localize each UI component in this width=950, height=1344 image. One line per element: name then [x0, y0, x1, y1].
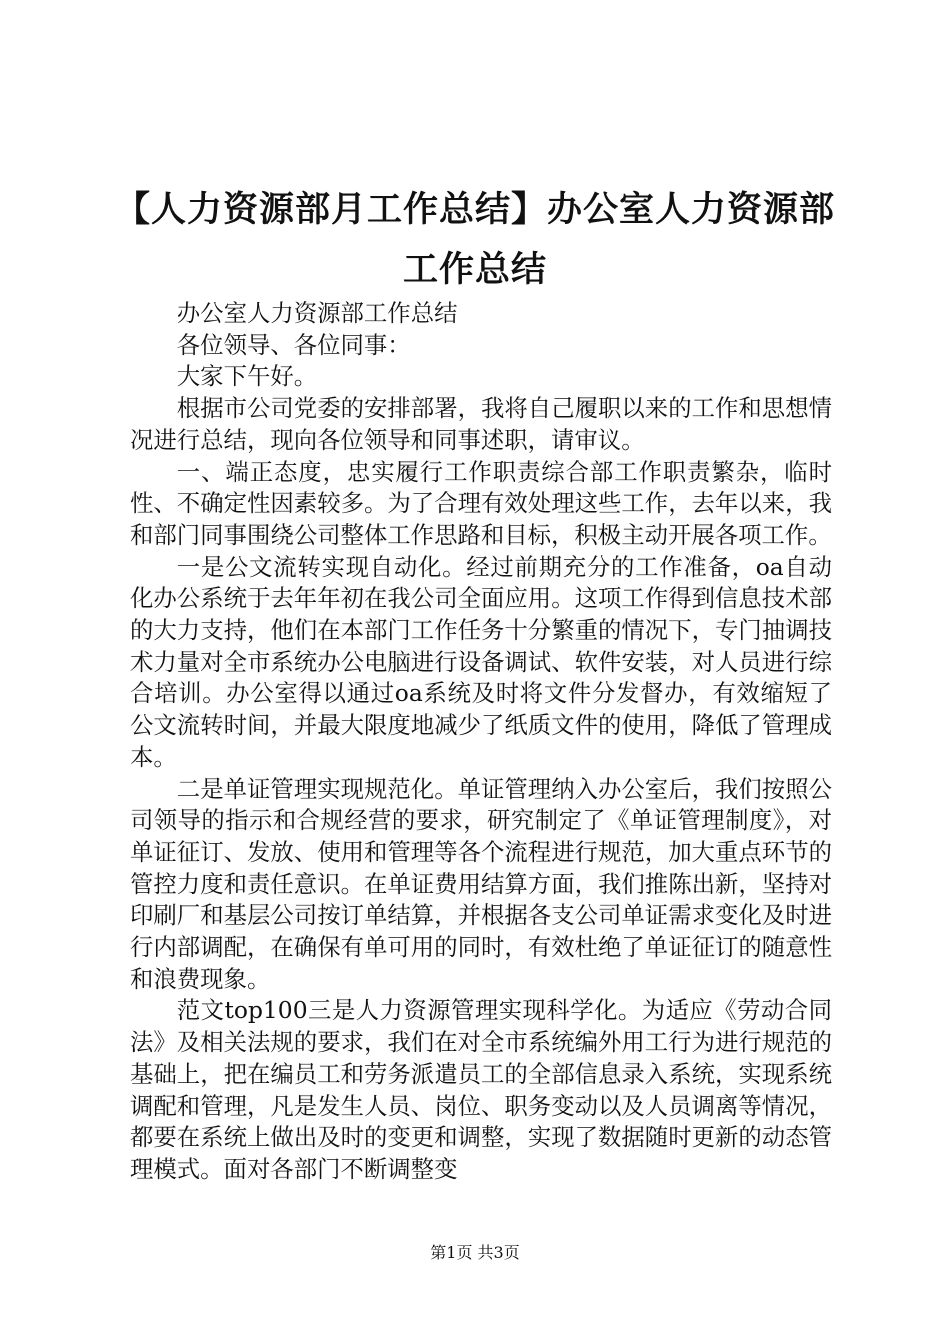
- paragraph-heading: 办公室人力资源部工作总结: [176, 299, 458, 327]
- document-body: [130, 298, 832, 1186]
- paragraph: 范文top100三是人力资源管理实现科学化。为适应《劳动合同法》及相关法规的要求，我们在对全市系统编外用工行为进行规范的基础上，把在编员工和劳务派遣员工的全部信息录入系统，实现系统调配和管理，凡是发生人员、岗位、职务变动以及人员调离等情况，都要在系统上做出及时的变更和调整，实现了数据随时更新的动态管理模式。面对各部门不断调整变: [130, 996, 832, 1183]
- page-number: 第1页 共3页: [430, 1243, 520, 1262]
- paragraph: 根据市公司党委的安排部署，我将自己履职以来的工作和思想情况进行总结，现向各位领导和同事述职，请审议。: [130, 394, 832, 454]
- title-line-1: 【人力资源部月工作总结】办公室人力资源部: [114, 190, 835, 230]
- document-title: [110, 180, 840, 300]
- paragraph-salutation: 各位领导、各位同事：: [176, 330, 411, 359]
- paragraph-greeting: 大家下午好。: [176, 362, 318, 391]
- paragraph: 一是公文流转实现自动化。经过前期充分的工作准备，oa自动化办公系统于去年年初在我公司全面应用。这项工作得到信息技术部的大力支持，他们在本部门工作任务十分繁重的情况下，专门抽调技术力量对全市系统办公电脑进行设备调试、软件安装，对人员进行综合培训。办公室得以通过oa系统及时将文件分发督办，有效缩短了公文流转时间，并最大限度地减少了纸质文件的使用，降低了管理成本。: [130, 552, 832, 771]
- paragraph: 二是单证管理实现规范化。单证管理纳入办公室后，我们按照公司领导的指示和合规经营的要求，研究制定了《单证管理制度》，对单证征订、发放、使用和管理等各个流程进行规范，加大重点环节的管控力度和责任意识。在单证费用结算方面，我们推陈出新，坚持对印刷厂和基层公司按订单结算，并根据各支公司单证需求变化及时进行内部调配，在确保有单可用的同时，有效杜绝了单证征订的随意性和浪费现象。: [130, 774, 832, 993]
- title-line-2: 工作总结: [402, 250, 547, 290]
- paragraph: 一、端正态度，忠实履行工作职责综合部工作职责繁杂，临时性、不确定性因素较多。为了合理有效处理这些工作，去年以来，我和部门同事围绕公司整体工作思路和目标，积极主动开展各项工作。: [130, 457, 832, 549]
- page-footer: [0, 1243, 950, 1263]
